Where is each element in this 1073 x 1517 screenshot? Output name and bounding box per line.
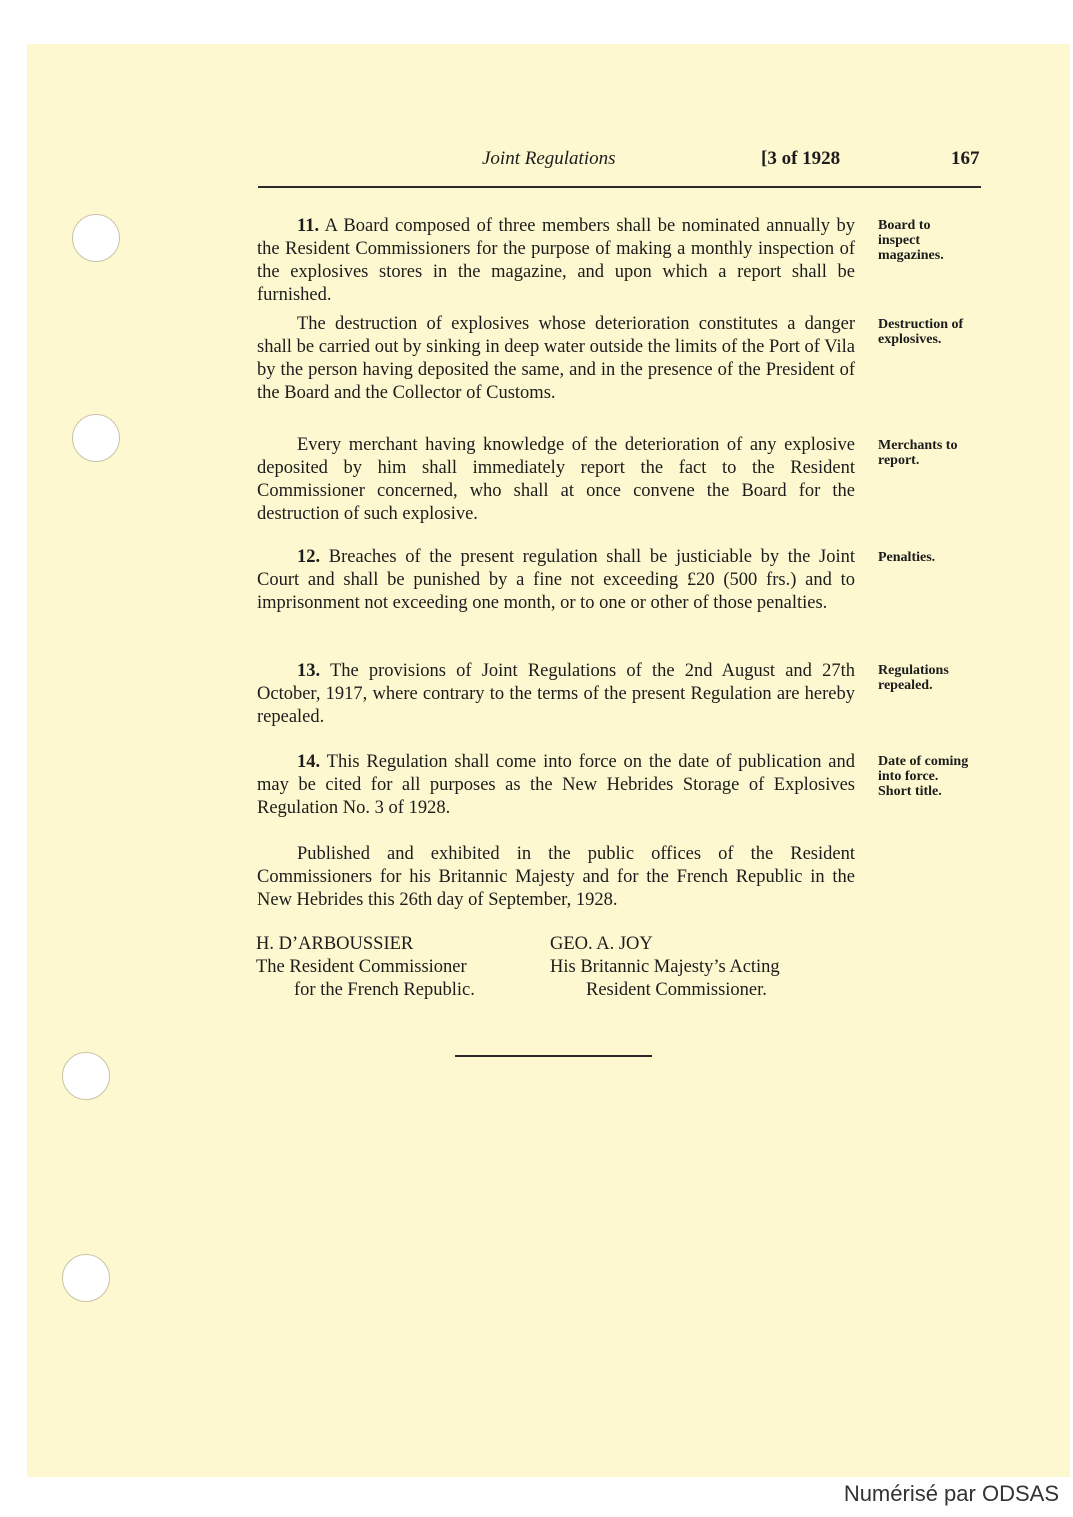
signatory-title: The Resident Commissioner — [256, 957, 467, 977]
end-rule — [455, 1055, 652, 1057]
punch-hole — [72, 214, 120, 262]
running-title: Joint Regulations — [482, 148, 616, 169]
section-number: 14. — [297, 752, 321, 772]
section-11-paragraph: 11. A Board composed of three members shall be nominated annually by the Resident Commissioners for the purpose of making a monthly inspection of the explosives stores in the magazine, and upon which a report shall be furnished. — [257, 216, 855, 305]
signatory-title: Resident Commissioner. — [586, 980, 767, 1000]
section-14-paragraph: 14. This Regulation shall come into force on the date of publication and may be cited for all purposes as the New Hebrides Storage of Explosives Regulation No. 3 of 1928. — [257, 752, 855, 818]
signatory-name: GEO. A. JOY — [550, 934, 653, 954]
margin-note: Destruction of explosives. — [878, 317, 964, 347]
margin-note: Date of coming into force. Short title. — [878, 754, 969, 799]
regulation-reference: [3 of 1928 — [761, 148, 841, 169]
page-number: 167 — [951, 148, 980, 169]
section-12-paragraph: 12. Breaches of the present regulation shall be justiciable by the Joint Court and shall be punished by a fine not exceeding £20 (500 frs.) and to imprisonment not exceeding one month, or to one or other of those penalties. — [257, 547, 856, 613]
margin-note: Board to inspect magazines. — [878, 218, 944, 263]
signature-block-british — [550, 933, 780, 1002]
signatory-title: for the French Republic. — [294, 980, 475, 1000]
merchants-paragraph: Every merchant having knowledge of the deterioration of any explosive deposited by him shall immediately report the fact to the Resident Commissioner concerned, who shall at once convene the Board for the destruction of such explosive. — [257, 435, 855, 524]
publication-paragraph: Published and exhibited in the public offices of the Resident Commissioners for his Britannic Majesty and for the French Republic in the New Hebrides this 26th day of September, 1928. — [257, 844, 855, 910]
punch-hole — [62, 1052, 110, 1100]
margin-note: Penalties. — [878, 550, 936, 565]
signatory-title: His Britannic Majesty’s Acting — [550, 957, 780, 977]
header-rule — [258, 186, 981, 188]
margin-note: Merchants to report. — [878, 438, 958, 468]
punch-hole — [62, 1254, 110, 1302]
destruction-paragraph: The destruction of explosives whose deterioration constitutes a danger shall be carried out by sinking in deep water outside the limits of the Port of Vila by the person having deposited the same, and in the presence of the President of the Board and the Collector of Customs. — [257, 314, 855, 403]
section-13-paragraph: 13. The provisions of Joint Regulations of the 2nd August and 27th October, 1917, where contrary to the terms of the present Regulation are hereby repealed. — [257, 661, 855, 727]
signature-block-french — [256, 933, 475, 1002]
section-number: 13. — [297, 661, 321, 681]
digitization-stamp: Numérisé par ODSAS — [843, 1481, 1059, 1506]
section-number: 12. — [297, 547, 321, 567]
margin-note: Regulations repealed. — [878, 663, 949, 693]
section-number: 11. — [297, 216, 320, 236]
signatory-name: H. D’ARBOUSSIER — [256, 934, 414, 954]
punch-hole — [72, 414, 120, 462]
